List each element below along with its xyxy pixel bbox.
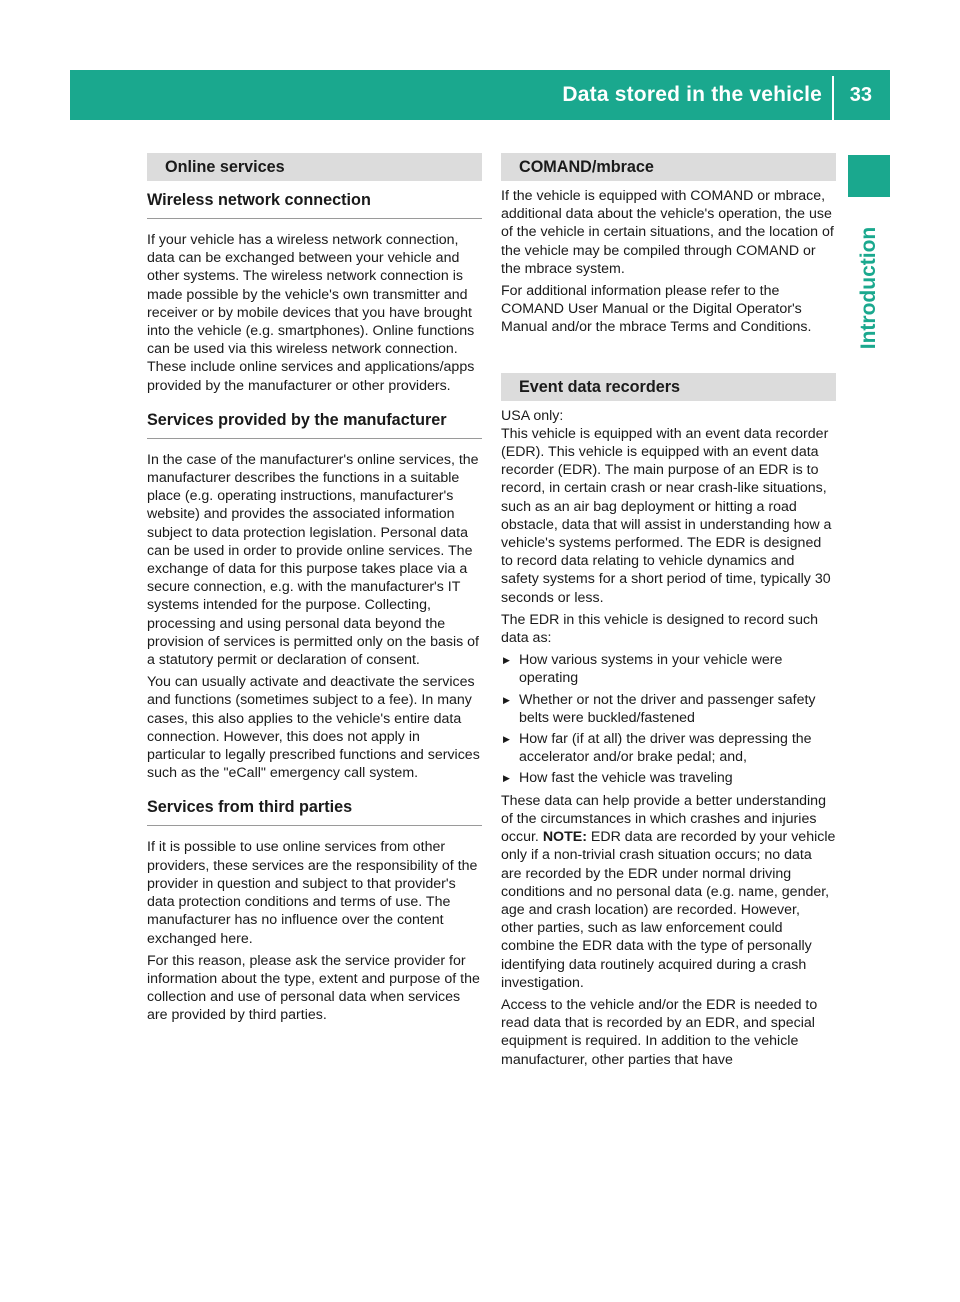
paragraph: This vehicle is equipped with an event data recorder (EDR). This vehicle is equipped with an event data recorder (EDR). The main purpose of an EDR is to record, in certain crash or near crash-like situations, such as an air bag deployment or hitting a road obstacle, data that will assist in understanding how a vehicle's systems performed. The EDR is designed to record data relating to vehicle dynamics and safety systems for a short period of time, typically 30 seconds or less.	[501, 425, 832, 606]
paragraph: For this reason, please ask the service provider for information about the type, extent and purpose of the collection and use of personal data when services are provided by third parties.	[147, 952, 480, 1024]
left-column	[147, 153, 482, 1029]
paragraph: The EDR in this vehicle is designed to record such data as:	[501, 611, 819, 647]
right-column	[501, 153, 836, 1073]
subheading-third-parties: Services from third parties	[147, 797, 482, 826]
paragraph	[501, 792, 836, 992]
chapter-tab	[848, 155, 890, 197]
paragraph: For additional information please refer to the COMAND User Manual or the Digital Operator's Manual and/or the mbrace Terms and Conditions.	[501, 283, 812, 336]
paragraph: In the case of the manufacturer's online services, the manufacturer describes the functions in a suitable place (e.g. operating instructions, manufacturer's website) and provides the associated information subject to data protection legislation. Personal data can be used in order to provide online services. The exchange of data for this purpose takes place via a secure connection, e.g. with the manufacturer's IT systems intended for the purpose. Collecting, processing and using personal data beyond the provision of services is permitted only on the basis of a statutory permit or declaration of consent.	[147, 451, 479, 669]
paragraph: If the vehicle is equipped with COMAND or mbrace, additional data about the vehicle's operation, the use of the vehicle in certain situations, and the location of the vehicle may be compiled through COMAND or the mbrace system.	[501, 188, 834, 277]
subheading-wireless: Wireless network connection	[147, 190, 482, 219]
edr-data-list	[501, 651, 836, 787]
paragraph: Access to the vehicle and/or the EDR is needed to read data that is recorded by an EDR, and special equipment is required. In addition to the vehicle manufacturer, other parties that have	[501, 996, 818, 1068]
list-item: ▶ How fast the vehicle was traveling	[501, 769, 836, 787]
page-number: 33	[849, 84, 872, 106]
section-heading-event-data-recorders: Event data recorders	[501, 373, 836, 401]
paragraph-text: EDR data are recorded by your vehicle only if a non-trivial crash situation occurs; no data are recorded by the EDR under normal driving conditions and no personal data (e.g. name, gender, age and crash location) are recorded. However, other parties, such as law enforcement could combine the EDR data with the type of personally identifying data routinely acquired during a crash investigation.	[501, 829, 836, 991]
note-label: NOTE:	[542, 829, 587, 846]
paragraph: If it is possible to use online services from other providers, these services are the responsibility of the provider in question and subject to that provider's data protection conditions and terms of use. The manufacturer has no influence over the content exchanged here.	[147, 839, 478, 947]
paragraph-text: These data can help provide a better understanding of the circumstances in which crashes and injuries occur.	[501, 792, 826, 846]
section-heading-online-services: Online services	[147, 153, 482, 181]
header-divider	[832, 76, 834, 120]
section-heading-comand: COMAND/mbrace	[501, 153, 836, 181]
paragraph: You can usually activate and deactivate the services and functions (sometimes subject to a fee). In many cases, this also applies to the vehicle's entire data connection. However, this does not apply in particular to legally prescribed functions and services such as the "eCall" emergency call system.	[147, 674, 480, 782]
list-item: ▶ How far (if at all) the driver was depressing the accelerator and/or brake pedal; and,	[501, 730, 836, 766]
list-item: ▶ Whether or not the driver and passenger safety belts were buckled/fastened	[501, 691, 836, 727]
page-title: Data stored in the vehicle	[562, 83, 822, 106]
header-bar	[70, 70, 890, 120]
paragraph: USA only:	[501, 407, 564, 424]
chapter-label: Introduction	[857, 226, 880, 350]
subheading-manufacturer-services: Services provided by the manufacturer	[147, 410, 482, 439]
paragraph: If your vehicle has a wireless network connection, data can be exchanged between your vehicle and other systems. The wireless network connection is made possible by the vehicle's own transmitter and receiver or by mobile devices that you have brought into the vehicle (e.g. smartphones). Online functions can be used via this wireless network connection. These include online services and applications/apps provided by the manufacturer or other providers.	[147, 232, 475, 394]
list-item: ▶ How various systems in your vehicle were operating	[501, 651, 836, 687]
